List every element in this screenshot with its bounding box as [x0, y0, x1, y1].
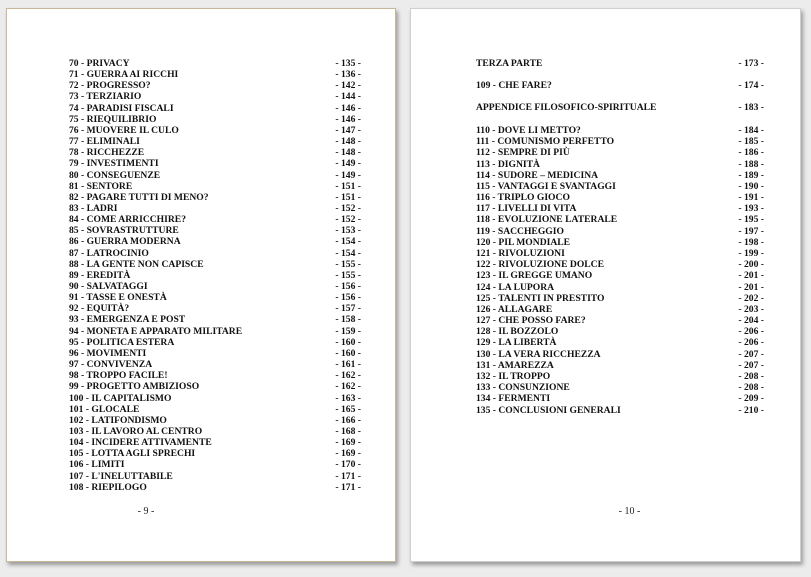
toc-entry	[476, 360, 764, 371]
toc-entry	[476, 203, 764, 214]
toc-entry-title: 112 - SEMPRE DI PIÙ	[476, 147, 570, 159]
left-page	[6, 8, 396, 562]
toc-section-heading	[476, 80, 764, 91]
toc-entry-page: - 207 -	[738, 359, 764, 371]
toc-entry-page: - 206 -	[738, 337, 764, 349]
toc-entry	[69, 103, 361, 114]
toc-entry-title: 71 - GUERRA AI RICCHI	[69, 69, 179, 81]
toc-entry-title: 97 - CONVIVENZA	[69, 359, 153, 371]
toc-entry	[69, 482, 361, 493]
toc-entry-title: 100 - IL CAPITALISMO	[69, 392, 172, 404]
toc-entry-title: 113 - DIGNITÀ	[476, 158, 540, 170]
toc-entry-page: - 160 -	[335, 336, 361, 348]
toc-entry	[69, 214, 361, 225]
toc-entry-page: - 155 -	[335, 258, 361, 270]
page-number-right: - 10 -	[618, 506, 641, 517]
toc-entry-title: 88 - LA GENTE NON CAPISCE	[69, 258, 204, 270]
toc-entry-page: - 171 -	[335, 470, 361, 482]
toc-entry-title: 128 - IL BOZZOLO	[476, 326, 559, 338]
toc-entry-title: 130 - LA VERA RICCHEZZA	[476, 348, 601, 360]
toc-entry	[69, 248, 361, 259]
toc-entry	[476, 214, 764, 225]
toc-entry	[69, 114, 361, 125]
toc-entry-page: - 157 -	[335, 303, 361, 315]
toc-entry-title: 107 - L'INELUTTABILE	[69, 470, 173, 482]
toc-entry-page: - 208 -	[738, 382, 764, 394]
toc-entry-title: 134 - FERMENTI	[476, 393, 551, 405]
toc-entry-title: 87 - LATROCINIO	[69, 247, 149, 259]
toc-entry-title: 119 - SACCHEGGIO	[476, 225, 564, 237]
toc-entry-title: 84 - COME ARRICCHIRE?	[69, 214, 186, 226]
toc-entry-page: - 148 -	[335, 136, 361, 148]
toc-entry-page: - 144 -	[335, 91, 361, 103]
toc-entry-page: - 171 -	[335, 481, 361, 493]
toc-entry-page: - 151 -	[335, 180, 361, 192]
toc-entry-title: APPENDICE FILOSOFICO-SPIRITUALE	[476, 102, 657, 113]
toc-entry-title: 89 - EREDITÀ	[69, 269, 131, 281]
toc-entry-page: - 142 -	[335, 80, 361, 92]
toc-entry-title: 121 - RIVOLUZIONI	[476, 247, 565, 259]
toc-entry	[476, 170, 764, 181]
toc-entry	[69, 69, 361, 80]
toc-entry	[476, 270, 764, 281]
toc-entry-title: 98 - TROPPO FACILE!	[69, 370, 168, 382]
toc-entry-page: - 159 -	[335, 325, 361, 337]
toc-entry	[69, 136, 361, 147]
toc-entry-title: 81 - SENTORE	[69, 180, 133, 192]
toc-entry-page: - 198 -	[738, 236, 764, 248]
toc-entry-title: 94 - MONETA E APPARATO MILITARE	[69, 325, 243, 337]
toc-entry	[69, 292, 361, 303]
toc-entry	[69, 370, 361, 381]
toc-entry-page: - 149 -	[335, 169, 361, 181]
toc-entry	[476, 125, 764, 136]
toc-entry-title: 90 - SALVATAGGI	[69, 281, 148, 292]
toc-entry	[69, 192, 361, 203]
toc-entry-title: 96 - MOVIMENTI	[69, 347, 147, 359]
toc-entry-title: 114 - SUDORE – MEDICINA	[476, 169, 599, 181]
toc-entry-title: 110 - DOVE LI METTO?	[476, 125, 581, 136]
toc-entry	[476, 326, 764, 337]
toc-entry	[69, 236, 361, 247]
toc-entry	[476, 282, 764, 293]
toc-entry-title: 132 - IL TROPPO	[476, 370, 551, 382]
toc-entry-page: - 184 -	[738, 125, 764, 136]
toc-entry-page: - 154 -	[335, 247, 361, 259]
toc-entry	[69, 381, 361, 392]
toc-entry	[69, 415, 361, 426]
toc-entry-page: - 183 -	[738, 102, 764, 113]
toc-entry-page: - 199 -	[738, 247, 764, 259]
toc-entry-page: - 197 -	[738, 225, 764, 237]
toc-entry-page: - 165 -	[335, 403, 361, 415]
toc-entry-page: - 189 -	[738, 169, 764, 181]
toc-entry-page: - 207 -	[738, 348, 764, 360]
toc-entry-page: - 201 -	[738, 281, 764, 293]
toc-entry	[69, 448, 361, 459]
toc-entry-title: 133 - CONSUNZIONE	[476, 382, 570, 394]
toc-entry-page: - 149 -	[335, 158, 361, 170]
toc-entry	[476, 248, 764, 259]
toc-entry-title: 74 - PARADISI FISCALI	[69, 102, 174, 114]
toc-entry-page: - 163 -	[335, 392, 361, 404]
toc-entry-page: - 146 -	[335, 113, 361, 125]
toc-entry	[69, 437, 361, 448]
toc-entry-title: 79 - INVESTIMENTI	[69, 158, 159, 170]
toc-entry-title: 93 - EMERGENZA E POST	[69, 314, 186, 326]
toc-entry-page: - 210 -	[738, 404, 764, 416]
toc-entry-page: - 166 -	[335, 414, 361, 426]
toc-entry	[69, 125, 361, 136]
toc-entry-page: - 156 -	[335, 281, 361, 292]
toc-entry	[69, 270, 361, 281]
toc-entry-page: - 203 -	[738, 303, 764, 315]
toc-entry-title: 80 - CONSEGUENZE	[69, 169, 161, 181]
toc-entry-page: - 151 -	[335, 191, 361, 203]
toc-entry-page: - 153 -	[335, 225, 361, 237]
toc-entry	[476, 337, 764, 348]
toc-entry-page: - 170 -	[335, 459, 361, 471]
toc-entry	[69, 259, 361, 270]
toc-entry	[476, 405, 764, 416]
toc-entry	[69, 426, 361, 437]
toc-entry-title: 70 - PRIVACY	[69, 58, 130, 69]
toc-entry-title: 102 - LATIFONDISMO	[69, 414, 167, 426]
toc-entry-page: - 201 -	[738, 270, 764, 282]
toc-entry-page: - 160 -	[335, 347, 361, 359]
toc-entry	[476, 226, 764, 237]
toc-entry	[69, 225, 361, 236]
toc-entry	[476, 136, 764, 147]
toc-entry-title: TERZA PARTE	[476, 58, 543, 69]
toc-entry-page: - 168 -	[335, 425, 361, 437]
toc-entry	[69, 337, 361, 348]
toc-entry-page: - 155 -	[335, 269, 361, 281]
toc-entry-title: 105 - LOTTA AGLI SPRECHI	[69, 448, 196, 460]
toc-entry	[69, 281, 361, 292]
toc-entry	[69, 404, 361, 415]
toc-entry-page: - 202 -	[738, 292, 764, 304]
toc-entry-title: 122 - RIVOLUZIONE DOLCE	[476, 259, 605, 271]
toc-entry-title: 85 - SOVRASTRUTTURE	[69, 225, 179, 237]
toc-entry-page: - 152 -	[335, 202, 361, 214]
toc-entry-page: - 158 -	[335, 314, 361, 326]
toc-entry-page: - 152 -	[335, 214, 361, 226]
toc-entry	[69, 58, 361, 69]
toc-entry-page: - 146 -	[335, 102, 361, 114]
toc-entry	[69, 359, 361, 370]
toc-entry-page: - 209 -	[738, 393, 764, 405]
toc-entry-page: - 162 -	[335, 370, 361, 382]
toc-entry	[69, 80, 361, 91]
toc-entry	[69, 181, 361, 192]
toc-entry-title: 123 - IL GREGGE UMANO	[476, 270, 593, 282]
toc-entry-title: 109 - CHE FARE?	[476, 80, 552, 91]
toc-entry	[476, 371, 764, 382]
toc-entry-title: 127 - CHE POSSO FARE?	[476, 315, 586, 327]
toc-entry	[69, 393, 361, 404]
toc-entry-title: 124 - LA LUPORA	[476, 281, 555, 293]
toc-entry-page: - 206 -	[738, 326, 764, 338]
toc-entry-title: 118 - EVOLUZIONE LATERALE	[476, 214, 618, 226]
toc-entry-title: 83 - LADRI	[69, 202, 118, 214]
toc-entry-page: - 156 -	[335, 292, 361, 304]
toc-entry-title: 73 - TERZIARIO	[69, 91, 142, 103]
toc-entry-title: 78 - RICCHEZZE	[69, 147, 145, 159]
toc-entry	[69, 147, 361, 158]
toc-entry-title: 111 - COMUNISMO PERFETTO	[476, 136, 615, 148]
toc-entry-title: 106 - LIMITI	[69, 459, 125, 471]
toc-entry-title: 117 - LIVELLI DI VITA	[476, 203, 577, 215]
toc-entry-title: 101 - GLOCALE	[69, 403, 140, 415]
toc-entry	[476, 315, 764, 326]
toc-entry-title: 135 - CONCLUSIONI GENERALI	[476, 404, 621, 416]
toc-entry	[476, 181, 764, 192]
toc-entry-page: - 169 -	[335, 437, 361, 449]
toc-entry-title: 129 - LA LIBERTÀ	[476, 337, 557, 349]
toc-entry-title: 104 - INCIDERE ATTIVAMENTE	[69, 437, 212, 449]
toc-entry	[476, 293, 764, 304]
toc-entry-title: 125 - TALENTI IN PRESTITO	[476, 292, 605, 304]
toc-entry-title: 120 - PIL MONDIALE	[476, 236, 571, 248]
toc-entry	[476, 304, 764, 315]
toc-entry	[69, 326, 361, 337]
toc-entry-page: - 169 -	[335, 448, 361, 460]
toc-entry-page: - 148 -	[335, 147, 361, 159]
toc-entry-page: - 161 -	[335, 359, 361, 371]
toc-entry	[476, 393, 764, 404]
toc-entry-page: - 135 -	[335, 58, 361, 69]
toc-entry-title: 103 - IL LAVORO AL CENTRO	[69, 425, 203, 437]
toc-entry-title: 99 - PROGETTO AMBIZIOSO	[69, 381, 200, 393]
toc-entry-title: 76 - MUOVERE IL CULO	[69, 124, 179, 136]
toc-entry-page: - 188 -	[738, 158, 764, 170]
toc-entry-page: - 200 -	[738, 259, 764, 271]
toc-entry-page: - 193 -	[738, 203, 764, 215]
toc-entry	[476, 192, 764, 203]
toc-entry-page: - 204 -	[738, 315, 764, 327]
toc-entry	[69, 314, 361, 325]
toc-entry	[69, 170, 361, 181]
toc-entry-title: 126 - ALLAGARE	[476, 303, 553, 315]
toc-entry-page: - 191 -	[738, 192, 764, 204]
toc-entry-title: 116 - TRIPLO GIOCO	[476, 192, 570, 204]
toc-entry	[476, 147, 764, 158]
toc-entry	[69, 303, 361, 314]
toc-entry-page: - 195 -	[738, 214, 764, 226]
toc-entry-page: - 185 -	[738, 136, 764, 148]
toc-entry-title: 95 - POLITICA ESTERA	[69, 336, 175, 348]
toc-entry	[69, 203, 361, 214]
toc-entry	[69, 158, 361, 169]
toc-entry-title: 91 - TASSE E ONESTÀ	[69, 292, 167, 304]
toc-entry-title: 108 - RIEPILOGO	[69, 481, 147, 493]
toc-entry-page: - 174 -	[738, 80, 764, 91]
toc-entry-title: 92 - EQUITÀ?	[69, 303, 130, 315]
toc-entry-title: 131 - AMAREZZA	[476, 359, 554, 371]
toc-entry	[69, 471, 361, 482]
toc-entry-title: 77 - ELIMINALI	[69, 136, 140, 148]
toc-entry-title: 75 - RIEQUILIBRIO	[69, 113, 157, 125]
toc-entry	[476, 349, 764, 360]
toc-section-heading	[476, 102, 764, 113]
toc-entry-page: - 190 -	[738, 180, 764, 192]
toc-entry-page: - 173 -	[738, 58, 764, 69]
page-number-left: - 9 -	[137, 506, 155, 517]
toc-entry-page: - 147 -	[335, 124, 361, 136]
toc-entry	[476, 237, 764, 248]
toc-entry-title: 86 - GUERRA MODERNA	[69, 236, 181, 248]
toc-entry	[69, 348, 361, 359]
toc-entry	[476, 159, 764, 170]
toc-entry	[69, 459, 361, 470]
toc-entry	[69, 91, 361, 102]
toc-section-heading	[476, 58, 764, 69]
toc-entry-page: - 208 -	[738, 370, 764, 382]
toc-entry	[476, 259, 764, 270]
right-page	[410, 8, 801, 562]
toc-entry-page: - 154 -	[335, 236, 361, 248]
toc-entry-title: 115 - VANTAGGI E SVANTAGGI	[476, 180, 616, 192]
toc-entry	[476, 382, 764, 393]
toc-entry-title: 82 - PAGARE TUTTI DI MENO?	[69, 191, 209, 203]
toc-entry-page: - 186 -	[738, 147, 764, 159]
toc-entry-page: - 136 -	[335, 69, 361, 81]
toc-entry-page: - 162 -	[335, 381, 361, 393]
toc-entry-title: 72 - PROGRESSO?	[69, 80, 151, 92]
